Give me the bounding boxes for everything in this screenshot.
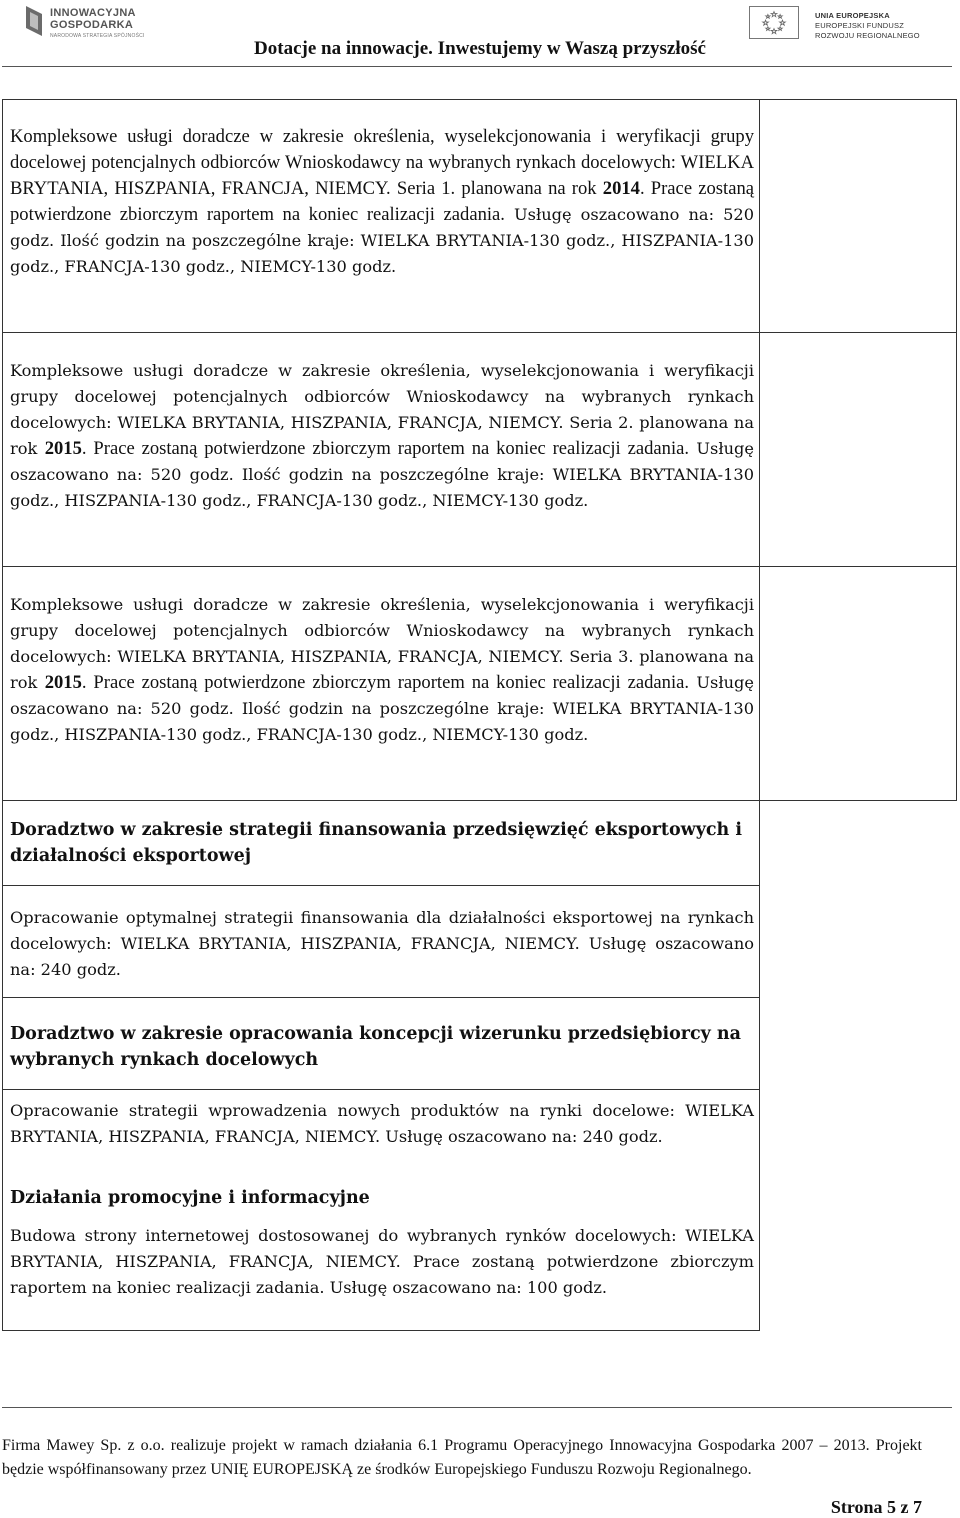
section-body-finance-strategy: Opracowanie optymalnej strategii finansowania dla działalności eksportowej na rynkach docelowych: WIELKA BRYTANIA, HISZPANIA, FRANCJA, NIEMCY. Usługę oszacowano na: 240 godz. (10, 908, 754, 979)
row-divider (2, 332, 957, 333)
innowacyjna-gospodarka-mark-icon (24, 4, 44, 38)
eu-logo-line2: EUROPEJSKI FUNDUSZ (815, 21, 905, 30)
series-2-description (10, 358, 754, 514)
section-heading-promotion: Działania promocyjne i informacyjne (10, 1188, 370, 1208)
row-divider (2, 1089, 759, 1090)
section-heading-finance-strategy: Doradztwo w zakresie strategii finansowania przedsięwzięć eksportowych i działalności eksportowej (10, 820, 742, 866)
header-motto: Dotacje na innowacje. Inwestujemy w Waszą przyszłość (254, 38, 706, 59)
logo-left-title (50, 7, 136, 31)
table-column-divider (759, 800, 761, 1331)
series-1-text: Kompleksowe usługi doradcze w zakresie określenia, wyselekcjonowania i weryfikacji grupy docelowej potencjalnych odbiorców Wnioskodawcy na wybranych rynkach docelowych: WIELKA BRYTANIA, HISZPANIA, FRANCJA, NIEMCY. Seria 1. planowana na rok (10, 126, 754, 199)
section-heading-image-concept: Doradztwo w zakresie opracowania koncepcji wizerunku przedsiębiorcy na wybranych rynkach docelowych (10, 1024, 741, 1070)
series-2-year: 2015 (44, 438, 82, 459)
footer-divider (2, 1407, 952, 1408)
page-number: Strona 5 z 7 (830, 1497, 922, 1517)
row-divider (2, 566, 957, 567)
series-1-text-cont: . Prace zostaną potwierdzone zbiorczym raportem na koniec realizacji zadania. (10, 178, 754, 225)
series-3-text: Kompleksowe usługi doradcze w zakresie określenia, wyselekcjonowania i weryfikacji grupy docelowej potencjalnych odbiorców Wnioskodawcy na wybranych rynkach docelowych: WIELKA BRYTANIA, HISZPANIA, FRANCJA, NIEMCY. Seria 3. planowana na rok (10, 595, 754, 692)
series-2-text-cont: . Prace zostaną potwierdzone zbiorczym raportem na koniec realizacji zadania. (81, 438, 690, 459)
services-table-right-column (759, 99, 957, 801)
series-3-year: 2015 (44, 672, 82, 693)
series-2-hours: Usługę oszacowano na: 520 godz. Ilość godzin na poszczególne kraje: WIELKA BRYTANIA-130 godz., HISZPANIA-130 godz., FRANCJA-130 godz., NIEMCY-130 godz. (10, 439, 754, 510)
row-divider (2, 885, 759, 886)
row-divider (2, 800, 759, 801)
series-1-description (10, 124, 754, 280)
series-3-text-cont: . Prace zostaną potwierdzone zbiorczym raportem na koniec realizacji zadania. (81, 672, 690, 693)
logo-left-line2: GOSPODARKA (50, 19, 134, 31)
series-3-hours: Usługę oszacowano na: 520 godz. Ilość godzin na poszczególne kraje: WIELKA BRYTANIA-130 godz., HISZPANIA-130 godz., FRANCJA-130 godz., NIEMCY-130 godz. (10, 673, 754, 744)
header-divider (2, 66, 952, 67)
eu-logo-text (815, 11, 920, 41)
section-body-promotion: Budowa strony internetowej dostosowanej do wybranych rynków docelowych: WIELKA BRYTANIA, HISZPANIA, FRANCJA, NIEMCY. Prace zostaną potwierdzone zbiorczym raportem na koniec realizacji zadania. Usługę oszacowano na: 100 godz. (10, 1226, 754, 1297)
eu-logo-line1: UNIA EUROPEJSKA (815, 11, 890, 20)
row-divider (2, 997, 759, 998)
series-2-text: Kompleksowe usługi doradcze w zakresie określenia, wyselekcjonowania i weryfikacji grupy docelowej potencjalnych odbiorców Wnioskodawcy na wybranych rynkach docelowych: WIELKA BRYTANIA, HISZPANIA, FRANCJA, NIEMCY. Seria 2. planowana na rok (10, 361, 754, 458)
series-1-year: 2014 (602, 178, 640, 199)
section-body-image-concept: Opracowanie strategii wprowadzenia nowych produktów na rynki docelowe: WIELKA BRYTANIA, HISZPANIA, FRANCJA, NIEMCY. Usługę oszacowano na: 240 godz. (10, 1101, 754, 1146)
series-1-hours: Usługę oszacowano na: 520 godz. Ilość godzin na poszczególne kraje: WIELKA BRYTANIA-130 godz., HISZPANIA-130 godz., FRANCJA-130 godz., NIEMCY-130 godz. (10, 205, 754, 276)
footer-funding-note: Firma Mawey Sp. z o.o. realizuje projekt w ramach działania 6.1 Programu Operacyjnego Innowacyjna Gospodarka 2007 – 2013. Projekt będzie współfinansowany przez UNIĘ EUROPEJSKĄ ze środków Europejskiego Funduszu Rozwoju Regionalnego. (2, 1437, 922, 1478)
eu-logo-line3: ROZWOJU REGIONALNEGO (815, 31, 920, 40)
logo-left-sub: NARODOWA STRATEGIA SPÓJNOŚCI (50, 33, 145, 39)
logo-left-line1: INNOWACYJNA (50, 7, 136, 19)
eu-flag-icon (749, 6, 799, 39)
series-3-description (10, 592, 754, 748)
